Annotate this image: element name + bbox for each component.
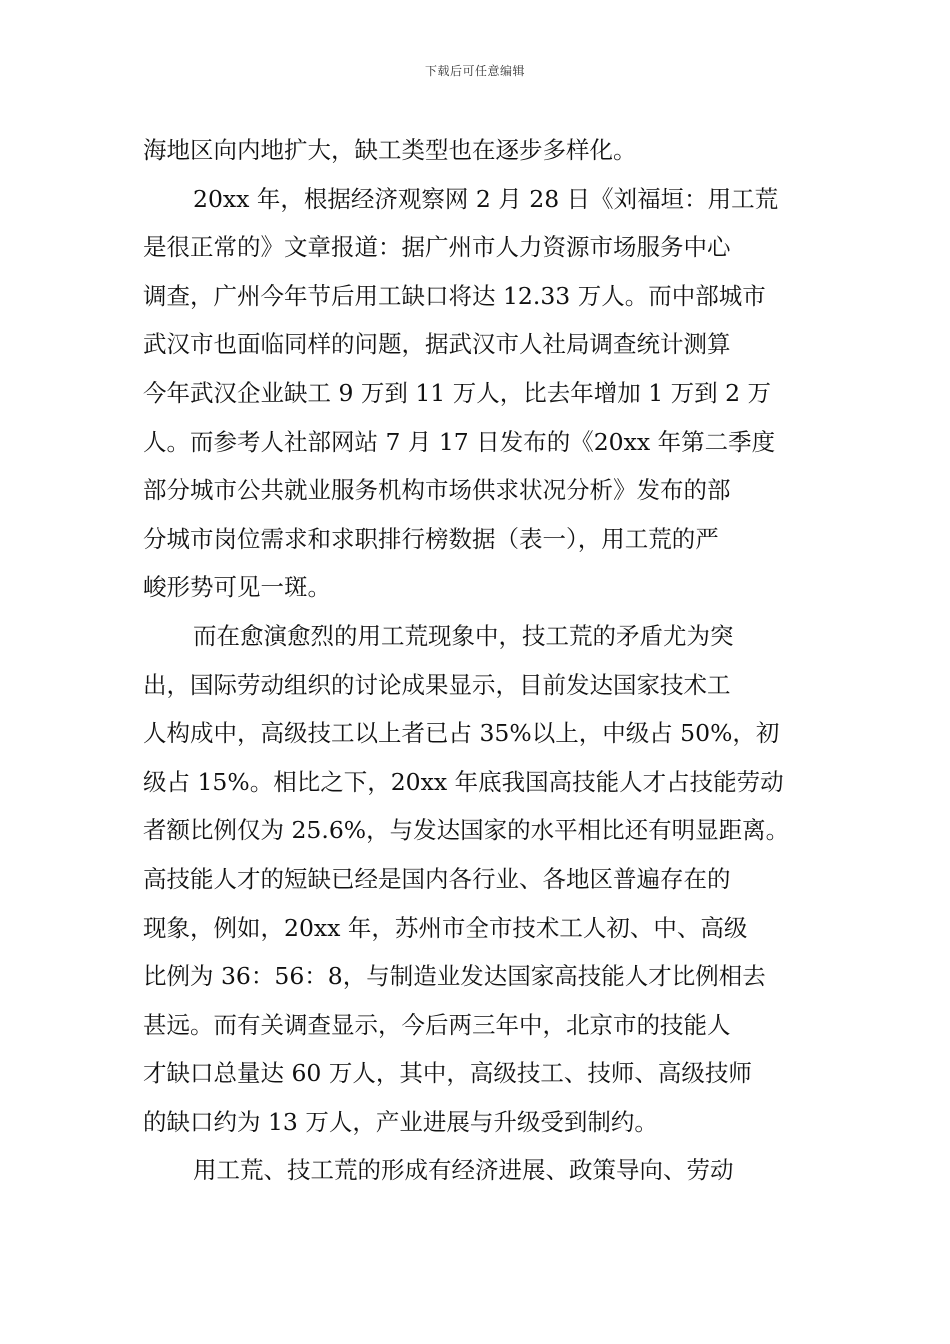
text-line: 甚远。而有关调查显示，今后两三年中，北京市的技能人 <box>143 1010 731 1039</box>
text-line: 用工荒、技工荒的形成有经济进展、政策导向、劳动 <box>193 1156 734 1185</box>
text-line: 海地区向内地扩大，缺工类型也在逐步多样化。 <box>143 136 637 164</box>
text-line: 才缺口总量达 60 万人，其中，高级技工、技师、高级技师 <box>143 1059 752 1088</box>
paragraph <box>143 612 818 1147</box>
text-line: 高技能人才的短缺已经是国内各行业、各地区普遍存在的 <box>143 864 731 893</box>
text-line: 部分城市公共就业服务机构市场供求状况分析》发布的部 <box>143 476 731 505</box>
text-line: 人。而参考人社部网站 7 月 17 日发布的《20xx 年第二季度 <box>143 427 776 456</box>
text-line: 分城市岗位需求和求职排行榜数据（表一），用工荒的严 <box>143 524 719 553</box>
document-body <box>143 126 818 1195</box>
text-line: 20xx 年，根据经济观察网 2 月 28 日《刘福垣：用工荒 <box>193 184 779 213</box>
text-line: 而在愈演愈烈的用工荒现象中，技工荒的矛盾尤为突 <box>193 621 734 650</box>
text-line: 峻形势可见一斑。 <box>143 573 331 602</box>
page-header: 下载后可任意编辑 <box>424 64 525 78</box>
paragraph <box>143 175 818 612</box>
text-line: 人构成中，高级技工以上者已占 35%以上，中级占 50%，初 <box>143 719 780 748</box>
text-line: 级占 15%。相比之下，20xx 年底我国高技能人才占技能劳动 <box>143 767 784 796</box>
text-line: 今年武汉企业缺工 9 万到 11 万人，比去年增加 1 万到 2 万 <box>143 378 772 407</box>
text-line: 出，国际劳动组织的讨论成果显示，目前发达国家技术工 <box>143 670 731 699</box>
text-line: 调查，广州今年节后用工缺口将达 12.33 万人。而中部城市 <box>143 281 766 310</box>
paragraph <box>143 126 818 175</box>
text-line: 比例为 36：56：8，与制造业发达国家高技能人才比例相去 <box>143 962 766 991</box>
text-line: 武汉市也面临同样的问题，据武汉市人社局调查统计测算 <box>143 330 731 359</box>
text-line: 是很正常的》文章报道：据广州市人力资源市场服务中心 <box>143 233 731 262</box>
text-line: 者额比例仅为 25.6%，与发达国家的水平相比还有明显距离。 <box>143 816 790 845</box>
text-line: 现象，例如，20xx 年，苏州市全市技术工人初、中、高级 <box>143 913 748 942</box>
paragraph <box>143 1146 818 1195</box>
text-line: 的缺口约为 13 万人，产业进展与升级受到制约。 <box>143 1107 658 1136</box>
